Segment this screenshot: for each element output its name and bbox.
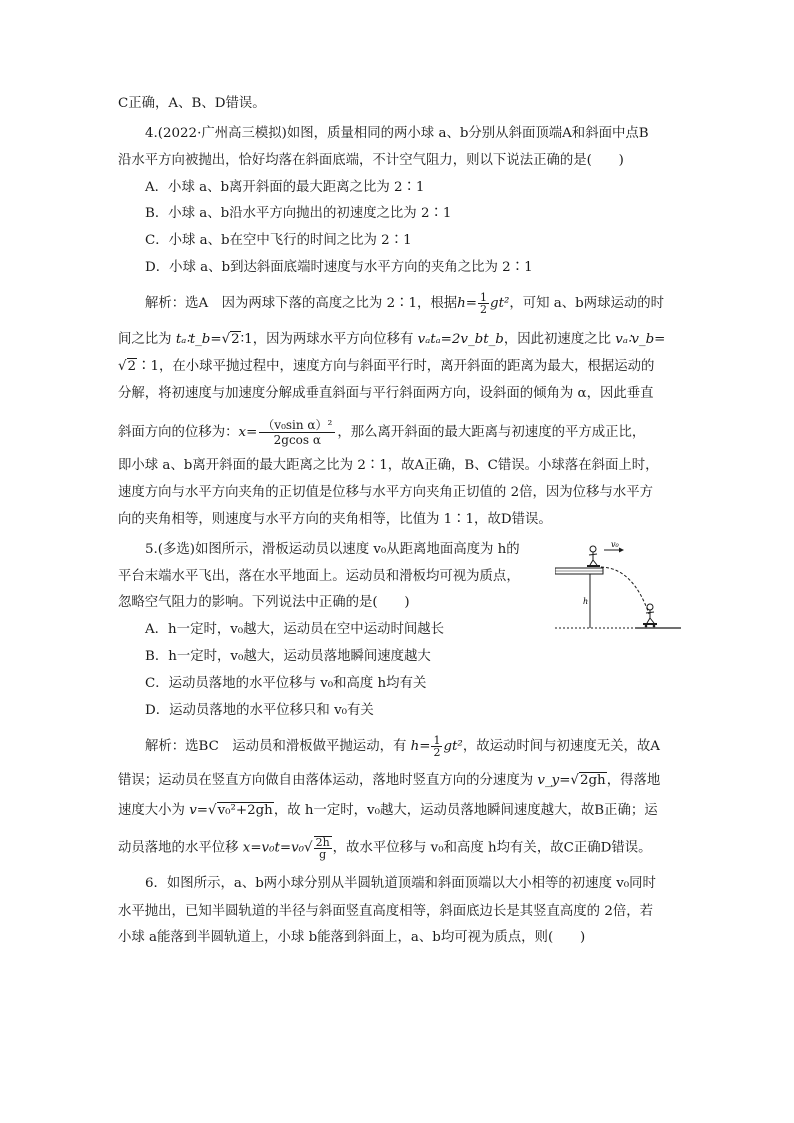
a4-line5: 斜面方向的位移为：x= $\frac{\text{（v₀sin α）²}}{\text{2gcos α}}$ ，那么离开斜面的最大距离与初速度的平方成正比，: [118, 418, 646, 447]
h-label: h: [583, 597, 589, 606]
q4-option-a: A．小球 a、b离开斜面的最大距离之比为 2∶1: [145, 180, 425, 195]
skater-top-icon: [587, 546, 600, 567]
a4-line8: 向的夹角相等，则速度与水平方向的夹角相等，比值为 1∶1，故D错误。: [118, 512, 552, 527]
a4-line2: 间之比为 tₐ∶t_b=√2∶1，因为两球水平方向位移有 vₐtₐ=2v_bt_b，因此初速度之比 vₐ∶v_b=: [118, 332, 666, 347]
a5-line4: 动员落地的水平位移 x=v₀t=v₀√ $\frac{2h}{g}$ ，故水平位移与 v₀和高度 h均有关，故C正确D错误。: [118, 836, 652, 861]
q4-stem-line1: 4.(2022·广州高三模拟)如图，质量相同的两小球 a、b分别从斜面顶端A和斜面中点B: [145, 126, 649, 141]
q5-option-c: C．运动员落地的水平位移与 v₀和高度 h均有关: [145, 676, 427, 691]
q5-option-d: D．运动员落地的水平位移只和 v₀有关: [145, 703, 374, 718]
a4-line4: 分解，将初速度与加速度分解成垂直斜面与平行斜面两方向，设斜面的倾角为 α，因此垂直: [118, 386, 654, 401]
q4-option-d: D．小球 a、b到达斜面底端时速度与水平方向的夹角之比为 2∶1: [145, 260, 533, 275]
a5-line3: 速度大小为 v=√v₀²+2gh，故 h一定时，v₀越大，运动员落地瞬间速度越大，故B正确；运: [118, 803, 658, 818]
a5-line2: 错误；运动员在竖直方向做自由落体运动，落地时竖直方向的分速度为 v_y=√2gh，得落地: [118, 773, 661, 788]
q4-option-c: C．小球 a、b在空中飞行的时间之比为 2∶1: [145, 233, 412, 248]
q6-stem-line1: 6．如图所示，a、b两小球分别从半圆轨道顶端和斜面顶端以大小相等的初速度 v₀同时: [145, 876, 656, 891]
a4-line6: 即小球 a、b离开斜面的最大距离之比为 2∶1，故A正确，B、C错误。小球落在斜面上时，: [118, 458, 659, 473]
q4-option-b: B．小球 a、b沿水平方向抛出的初速度之比为 2∶1: [145, 206, 452, 221]
q5-option-b: B．h一定时，v₀越大，运动员落地瞬间速度越大: [145, 649, 431, 664]
q5-stem-line3: 忽略空气阻力的影响。下列说法中正确的是( ): [118, 595, 410, 610]
a5-line1: 解析：选BC 运动员和滑板做平抛运动，有 h= $\frac{1}{2}$ gt²，故运动时间与初速度无关，故A: [145, 734, 660, 759]
a4-line1: 解析：选A 因为两球下落的高度之比为 2∶1，根据h= $\frac{1}{2}$ gt²，可知 a、b两球运动的时: [145, 291, 665, 316]
continuation-text: C正确，A、B、D错误。: [118, 96, 266, 111]
q6-stem-line2: 水平抛出，已知半圆轨道的半径与斜面竖直高度相等，斜面底边长是其竖直高度的 2倍，若: [118, 904, 654, 919]
a4-line3: √2∶1，在小球平抛过程中，速度方向与斜面平行时，离开斜面的距离为最大，根据运动的: [118, 359, 655, 374]
q4-stem-line2: 沿水平方向被抛出，恰好均落在斜面底端，不计空气阻力，则以下说法正确的是( ): [118, 153, 624, 168]
q6-stem-line3: 小球 a能落到半圆轨道上，小球 b能落到斜面上，a、b均可视为质点，则( ): [118, 930, 586, 945]
trajectory-curve: [601, 567, 649, 614]
q5-stem-line2: 平台末端水平飞出，落在水平地面上。运动员和滑板均可视为质点，: [118, 569, 520, 584]
q5-option-a: A．h一定时，v₀越大，运动员在空中运动时间越长: [145, 622, 445, 637]
v0-label: v₀: [611, 540, 619, 549]
skateboard-figure: [555, 538, 683, 634]
skater-bottom-icon: [643, 604, 657, 627]
q5-stem-line1: 5.(多选)如图所示，滑板运动员以速度 v₀从距离地面高度为 h的: [145, 542, 520, 557]
a4-line7: 速度方向与水平方向夹角的正切值是位移与水平方向夹角正切值的 2倍，因为位移与水平方: [118, 485, 654, 500]
